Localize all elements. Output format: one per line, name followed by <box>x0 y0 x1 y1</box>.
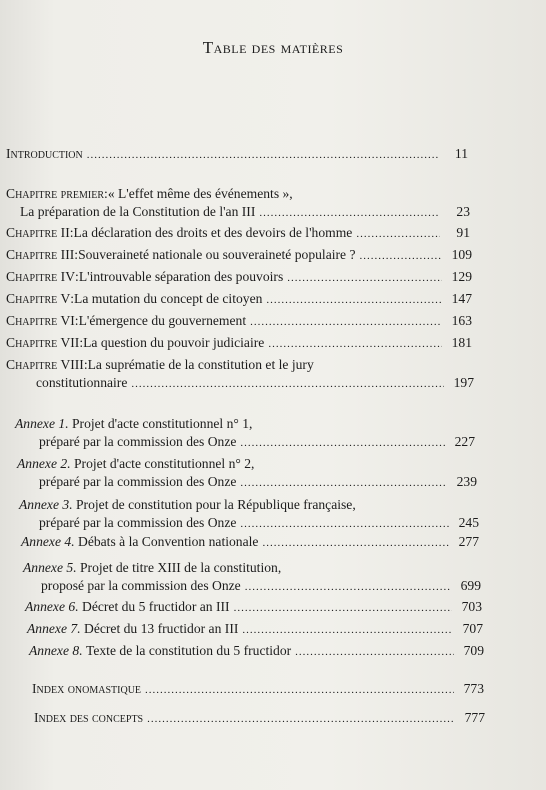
entry-page: 197 <box>453 375 474 390</box>
toc-entry-chapter <box>6 224 470 243</box>
toc-entry-annex <box>29 642 484 661</box>
entry-page: 707 <box>462 621 483 636</box>
entry-title: Décret du 13 fructidor an III <box>84 621 239 636</box>
leader-dots <box>234 599 452 617</box>
entry-label: Chapitre VI <box>6 313 75 328</box>
entry-separator: : <box>79 335 84 350</box>
leader-dots <box>356 225 440 243</box>
entry-label: Index des concepts <box>34 710 144 725</box>
annex-label: Annexe 4. <box>21 534 75 549</box>
entry-title: L'émergence du gouvernement <box>78 313 247 328</box>
annex-label: Annexe 7. <box>27 621 81 636</box>
entry-title: Souveraineté nationale ou souveraineté populaire ? <box>78 247 356 262</box>
entry-label: Index onomastique <box>32 681 142 696</box>
leader-dots <box>266 291 442 309</box>
leader-dots <box>262 534 449 552</box>
leader-dots <box>242 621 453 639</box>
annex-label: Annexe 6. <box>25 599 79 614</box>
entry-label: Chapitre IV <box>6 269 76 284</box>
entry-page: 245 <box>458 515 479 530</box>
entry-page: 11 <box>454 146 468 161</box>
entry-title-line2: La préparation de la Constitution de l'an III <box>20 204 256 219</box>
leader-dots <box>147 710 455 728</box>
entry-title-line1: Projet d'acte constitutionnel n° 1, <box>72 416 253 431</box>
entry-page: 709 <box>463 643 484 658</box>
toc-entry-index <box>32 680 484 699</box>
entry-page: 91 <box>456 225 470 240</box>
entry-separator: : <box>70 291 75 306</box>
entry-title-line2: préparé par la commission des Onze <box>39 515 237 530</box>
entry-separator: : <box>104 186 108 201</box>
leader-dots <box>259 204 440 222</box>
leader-dots <box>131 375 444 393</box>
leader-dots <box>240 515 449 533</box>
entry-title: La question du pouvoir judiciaire <box>83 335 265 350</box>
toc-entry-annex <box>21 533 479 552</box>
leader-dots <box>240 474 447 492</box>
toc-entry-annex <box>15 415 475 452</box>
entry-title: Débats à la Convention nationale <box>78 534 259 549</box>
entry-label: Chapitre VII <box>6 335 80 350</box>
annex-label: Annexe 2. <box>17 456 71 471</box>
entry-title-line1: La suprématie de la constitution et le jury <box>87 357 314 372</box>
entry-label: Chapitre II <box>6 225 70 240</box>
leader-dots <box>145 681 454 699</box>
toc-entry-chapter <box>6 185 470 222</box>
entry-title-line1: Projet de titre XIII de la constitution, <box>80 560 282 575</box>
toc-entry-chapter <box>6 312 472 331</box>
entry-title: L'introuvable séparation des pouvoirs <box>78 269 284 284</box>
entry-title-line2: préparé par la commission des Onze <box>39 474 237 489</box>
entry-title: La mutation du concept de citoyen <box>74 291 263 306</box>
toc-entry-chapter <box>6 334 472 353</box>
annex-label: Annexe 1. <box>15 416 69 431</box>
entry-separator: : <box>83 357 88 372</box>
leader-dots <box>240 434 445 452</box>
entry-separator: : <box>75 269 79 284</box>
entry-page: 277 <box>458 534 479 549</box>
entry-page: 699 <box>460 578 481 593</box>
entry-page: 227 <box>454 434 475 449</box>
entry-page: 181 <box>451 335 472 350</box>
toc-entry-index <box>34 709 485 728</box>
leader-dots <box>250 313 442 331</box>
toc-entry-annex <box>23 559 481 596</box>
entry-title-line2: proposé par la commission des Onze <box>41 578 241 593</box>
annex-label: Annexe 3. <box>19 497 73 512</box>
entry-title: Texte de la constitution du 5 fructidor <box>86 643 292 658</box>
entry-label: Chapitre VIII <box>6 357 84 372</box>
toc-entry-chapter <box>6 268 472 287</box>
leader-dots <box>295 643 454 661</box>
toc-entry-introduction <box>6 145 468 164</box>
entry-label: Introduction <box>6 146 83 161</box>
leader-dots <box>87 146 438 164</box>
entry-page: 777 <box>464 710 485 725</box>
entry-page: 129 <box>451 269 472 284</box>
entry-page: 23 <box>456 204 470 219</box>
entry-separator: : <box>74 313 79 328</box>
entry-page: 163 <box>451 313 472 328</box>
entry-label: Chapitre V <box>6 291 71 306</box>
annex-label: Annexe 8. <box>29 643 83 658</box>
annex-label: Annexe 5. <box>23 560 77 575</box>
entry-page: 109 <box>451 247 472 262</box>
toc-entry-annex <box>25 598 482 617</box>
entry-label: Chapitre III <box>6 247 75 262</box>
entry-page: 703 <box>461 599 482 614</box>
toc-entry-annex <box>19 496 479 533</box>
entry-title: La déclaration des droits et des devoirs de l'homme <box>73 225 353 240</box>
entry-page: 773 <box>463 681 484 696</box>
entry-page: 147 <box>451 291 472 306</box>
entry-separator: : <box>69 225 74 240</box>
toc-entry-chapter <box>6 356 474 393</box>
entry-separator: : <box>74 247 79 262</box>
leader-dots <box>360 247 443 265</box>
leader-dots <box>268 335 442 353</box>
entry-title-line2: constitutionnaire <box>36 375 128 390</box>
entry-label: Chapitre premier <box>6 186 105 201</box>
entry-title: Décret du 5 fructidor an III <box>82 599 230 614</box>
toc-entry-chapter <box>6 290 472 309</box>
entry-title-line2: préparé par la commission des Onze <box>39 434 237 449</box>
page-title: Table des matières <box>202 38 344 57</box>
toc-entry-annex <box>27 620 483 639</box>
entry-title-line1: Projet de constitution pour la République française, <box>76 497 356 512</box>
entry-title-line1: Projet d'acte constitutionnel n° 2, <box>74 456 255 471</box>
entry-title-line1: « L'effet même des événements », <box>107 186 293 201</box>
toc-entry-chapter <box>6 246 472 265</box>
leader-dots <box>245 578 451 596</box>
toc-entry-annex <box>17 455 477 492</box>
leader-dots <box>287 269 442 287</box>
entry-page: 239 <box>456 474 477 489</box>
